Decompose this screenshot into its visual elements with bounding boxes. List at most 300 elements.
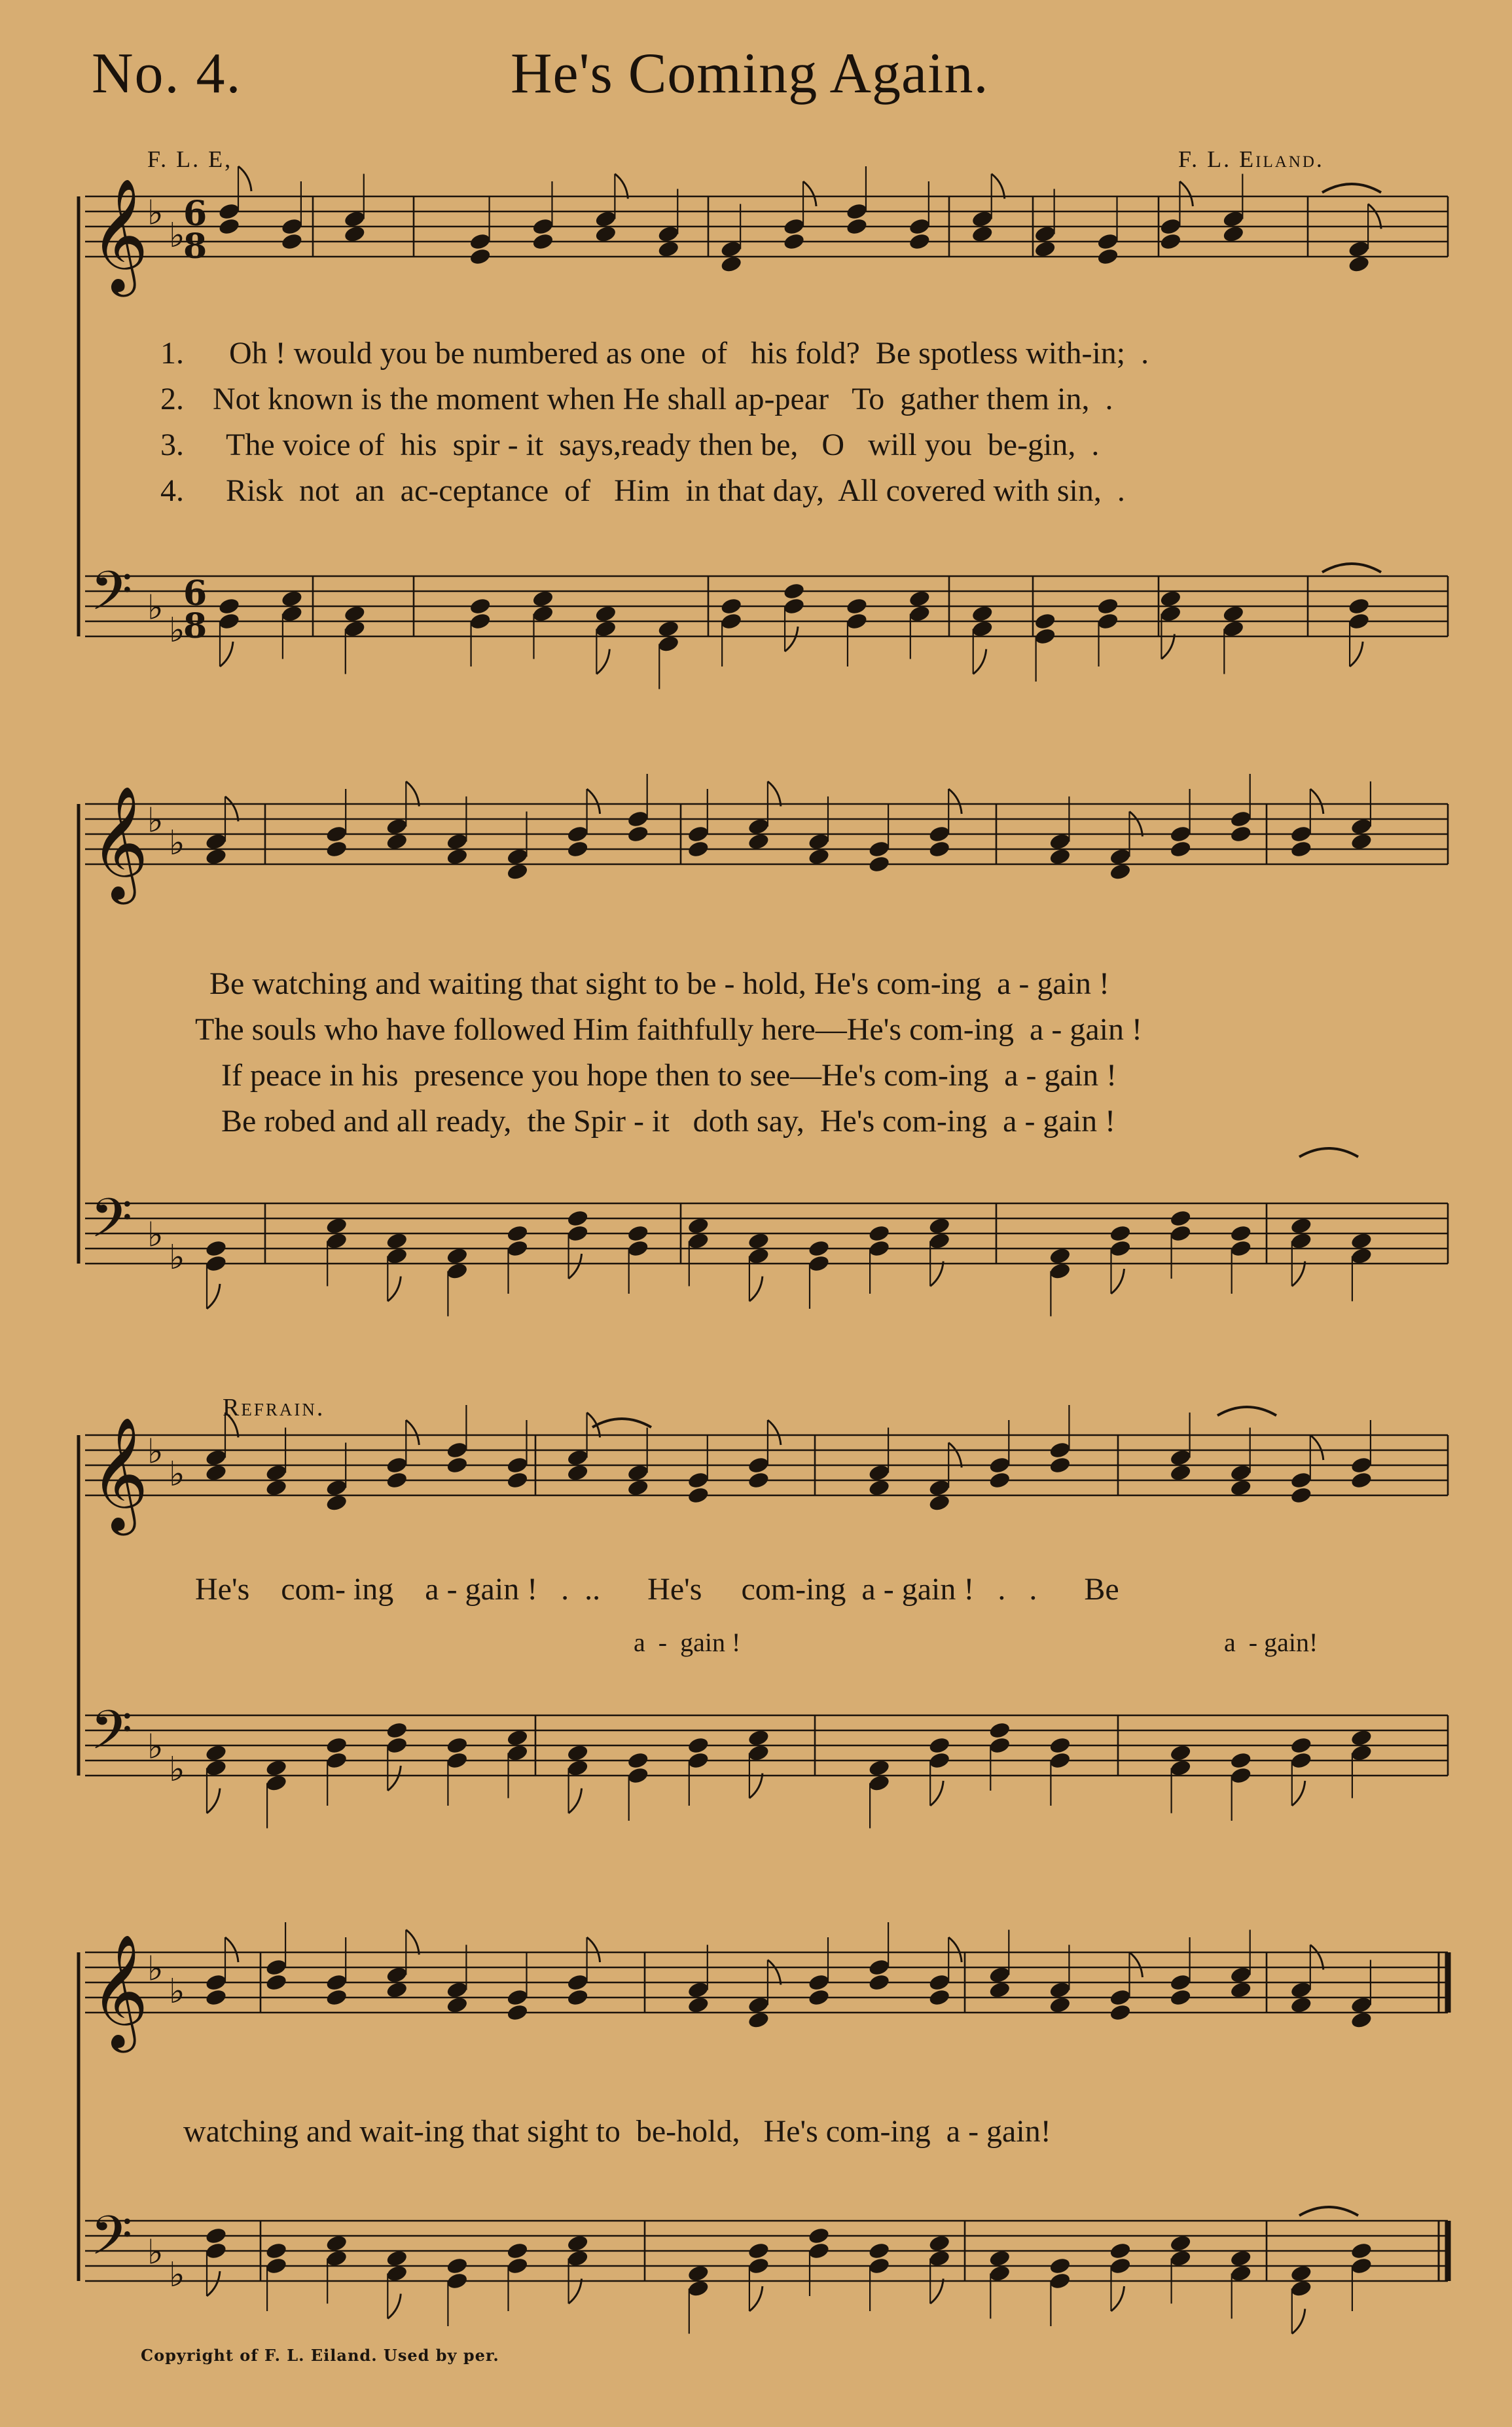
notehead <box>1350 817 1373 836</box>
verse-4-ending: Be robed and all ready, the Spir - it doth say, He's com-ing a - gain ! <box>221 1104 1116 1139</box>
notehead <box>1229 1751 1252 1770</box>
notehead <box>807 847 830 866</box>
notehead <box>265 1759 288 1778</box>
notehead <box>747 2241 770 2260</box>
notehead <box>566 1759 589 1778</box>
notehead <box>1049 1247 1071 1266</box>
note-flag <box>1310 789 1323 814</box>
flat-icon: ♭ <box>147 1949 164 1989</box>
notehead <box>386 1470 408 1489</box>
notehead <box>446 1247 469 1266</box>
notehead <box>868 2256 891 2275</box>
notehead <box>971 619 994 638</box>
notehead <box>325 1493 348 1512</box>
bass-clef-icon: 𝄢 <box>90 1186 133 1263</box>
notehead <box>928 2249 951 2268</box>
notehead <box>1034 225 1056 244</box>
notehead <box>928 839 951 858</box>
notehead <box>1096 596 1119 615</box>
notehead <box>1350 2011 1373 2030</box>
notehead <box>325 1736 348 1755</box>
notehead <box>1109 1239 1132 1258</box>
notehead <box>566 1209 589 1228</box>
notehead <box>1222 619 1245 638</box>
note-flag <box>387 1766 401 1791</box>
notehead <box>325 1988 348 2007</box>
notehead <box>566 1973 589 1992</box>
notehead <box>566 1743 589 1762</box>
notehead <box>1350 1232 1373 1250</box>
notehead <box>446 1455 469 1474</box>
note-flag <box>1310 1945 1323 1970</box>
note-flag <box>207 2271 220 2296</box>
notehead <box>807 2226 830 2245</box>
notehead <box>1049 2256 1071 2275</box>
notehead <box>807 1988 830 2007</box>
notehead <box>217 202 240 221</box>
notehead <box>783 596 806 615</box>
notehead <box>928 1736 951 1755</box>
notehead <box>1169 1209 1192 1228</box>
notehead <box>566 1988 589 2007</box>
notehead <box>1049 1455 1071 1474</box>
flat-icon: ♭ <box>169 1238 185 1277</box>
notehead <box>566 2249 589 2268</box>
notehead <box>687 1216 710 1235</box>
hymn-title: He's Coming Again. <box>511 42 989 105</box>
time-signature-bottom: 8 <box>183 227 207 266</box>
notehead <box>928 1988 951 2007</box>
notehead <box>1350 1455 1373 1474</box>
notehead <box>386 832 408 851</box>
notehead <box>280 232 303 251</box>
notehead <box>845 202 868 221</box>
note-flag <box>238 166 251 191</box>
note-flag <box>615 174 628 199</box>
notehead <box>1348 240 1371 259</box>
notehead <box>720 611 743 630</box>
notehead <box>566 2234 589 2253</box>
refrain-bass-echo-1: a - gain ! <box>634 1628 741 1657</box>
notehead <box>280 604 303 623</box>
notehead <box>343 619 366 638</box>
verse-4-text: Risk not an ac-ceptance of Him in that day, All covered with sin, . <box>226 473 1125 508</box>
notehead <box>908 589 931 608</box>
notehead <box>1169 1224 1192 1243</box>
notehead <box>594 225 617 244</box>
notehead <box>1229 2264 1252 2283</box>
notehead <box>280 217 303 236</box>
notehead <box>1169 1743 1192 1762</box>
notehead <box>594 210 617 228</box>
notehead <box>747 832 770 851</box>
note-flag <box>768 782 781 807</box>
verse-2-number: 2. <box>160 382 184 416</box>
notehead <box>1229 1224 1252 1243</box>
notehead <box>1222 604 1245 623</box>
notehead <box>1289 1470 1312 1489</box>
notehead <box>1049 1440 1071 1459</box>
note-flag <box>587 1937 600 1962</box>
notehead <box>1169 1988 1192 2007</box>
notehead <box>687 1486 710 1505</box>
notehead <box>1109 2003 1132 2022</box>
notehead <box>1229 1478 1252 1497</box>
note-flag <box>225 797 238 822</box>
notehead <box>720 255 743 274</box>
notehead <box>265 1774 288 1793</box>
notehead <box>446 1751 469 1770</box>
notehead <box>971 210 994 228</box>
notehead <box>1109 2256 1132 2275</box>
notehead <box>747 1743 770 1762</box>
notehead <box>845 596 868 615</box>
notehead <box>386 1965 408 1984</box>
notehead <box>1096 247 1119 266</box>
note-flag <box>803 181 816 206</box>
notehead <box>217 217 240 236</box>
refrain-bass-echo-2: a - gain! <box>1224 1628 1318 1657</box>
notehead <box>1049 847 1071 866</box>
notehead <box>928 1973 951 1992</box>
notehead <box>687 2264 710 2283</box>
notehead <box>1109 847 1132 866</box>
notehead <box>1289 1996 1312 2015</box>
notehead <box>747 2011 770 2030</box>
notehead <box>265 2256 288 2275</box>
notehead <box>687 1751 710 1770</box>
notehead <box>657 619 680 638</box>
notehead <box>446 1980 469 1999</box>
notehead <box>506 847 529 866</box>
notehead <box>720 240 743 259</box>
verse-2-ending: The souls who have followed Him faithfully here—He's com-ing a - gain ! <box>195 1012 1142 1047</box>
verse-1-number: 1. <box>160 336 184 371</box>
notehead <box>1096 232 1119 251</box>
notehead <box>1049 1751 1071 1770</box>
notehead <box>325 2234 348 2253</box>
notehead <box>928 824 951 843</box>
notehead <box>446 1996 469 2015</box>
notehead <box>1109 862 1132 881</box>
notehead <box>204 2241 227 2260</box>
copyright-notice: Copyright of F. L. Eiland. Used by per. <box>141 2346 499 2365</box>
notehead <box>747 1455 770 1474</box>
notehead <box>469 596 492 615</box>
notehead <box>506 2003 529 2022</box>
notehead <box>446 1262 469 1281</box>
notehead <box>1289 1980 1312 1999</box>
notehead <box>1348 255 1371 274</box>
notehead <box>325 1232 348 1250</box>
notehead <box>325 1478 348 1497</box>
flat-icon: ♭ <box>169 2255 185 2295</box>
notehead <box>386 817 408 836</box>
notehead <box>807 1973 830 1992</box>
bass-clef-icon: 𝄢 <box>90 1698 133 1775</box>
notehead <box>928 1216 951 1235</box>
notehead <box>747 1232 770 1250</box>
notehead <box>506 1743 529 1762</box>
note-flag <box>930 1262 943 1286</box>
notehead <box>386 2249 408 2268</box>
notehead <box>687 824 710 843</box>
notehead <box>845 611 868 630</box>
notehead <box>469 247 492 266</box>
notehead <box>1229 1965 1252 1984</box>
notehead <box>1222 225 1245 244</box>
notehead <box>1350 1247 1373 1266</box>
note-flag <box>1292 1781 1305 1806</box>
note-flag <box>1292 1262 1305 1286</box>
notehead <box>626 1766 649 1785</box>
notehead <box>868 854 891 873</box>
notehead <box>1169 2249 1192 2268</box>
notehead <box>506 1728 529 1747</box>
notehead <box>687 1996 710 2015</box>
note-flag <box>930 1781 943 1806</box>
notehead <box>988 1470 1011 1489</box>
note-flag <box>1350 642 1363 666</box>
notehead <box>325 839 348 858</box>
notehead <box>626 824 649 843</box>
note-flag <box>1310 1435 1323 1460</box>
flat-icon: ♭ <box>147 588 164 628</box>
notehead <box>1169 839 1192 858</box>
notehead <box>783 581 806 600</box>
notehead <box>506 1455 529 1474</box>
notehead <box>908 232 931 251</box>
notehead <box>807 832 830 851</box>
notehead <box>506 1224 529 1243</box>
notehead <box>720 596 743 615</box>
notehead <box>325 1751 348 1770</box>
flat-icon: ♭ <box>147 1432 164 1472</box>
notehead <box>807 1254 830 1273</box>
tie-arc <box>1322 184 1381 192</box>
notehead <box>204 1988 227 2007</box>
notehead <box>657 634 680 653</box>
note-flag <box>225 1937 238 1962</box>
notehead <box>928 1478 951 1497</box>
note-flag <box>948 1937 962 1962</box>
note-flag <box>596 649 609 674</box>
notehead <box>566 839 589 858</box>
verse-3-ending: If peace in his presence you hope then to see—He's com-ing a - gain ! <box>221 1058 1117 1093</box>
notehead <box>204 1743 227 1762</box>
notehead <box>343 225 366 244</box>
note-flag <box>1161 634 1174 659</box>
notehead <box>1350 1470 1373 1489</box>
notehead <box>594 619 617 638</box>
notehead <box>446 2256 469 2275</box>
notehead <box>204 1759 227 1778</box>
hymn-number: No. 4. <box>92 42 242 105</box>
notehead <box>1169 1448 1192 1467</box>
notehead <box>506 862 529 881</box>
notehead <box>265 1478 288 1497</box>
flat-icon: ♭ <box>147 1727 164 1767</box>
notehead <box>1109 1224 1132 1243</box>
notehead <box>1049 1996 1071 2015</box>
notehead <box>204 832 227 851</box>
notehead <box>204 1448 227 1467</box>
notehead <box>469 611 492 630</box>
notehead <box>1289 1736 1312 1755</box>
note-flag <box>406 782 419 807</box>
verse-1-text: Oh ! would you be numbered as one of his fold? Be spotless with-in; . <box>229 336 1149 371</box>
notehead <box>506 2241 529 2260</box>
notehead <box>566 1224 589 1243</box>
tie-arc <box>1299 1148 1358 1157</box>
notehead <box>1229 2249 1252 2268</box>
notehead <box>566 824 589 843</box>
note-flag <box>220 642 233 666</box>
notehead <box>1049 1980 1071 1999</box>
notehead <box>1109 2241 1132 2260</box>
note-flag <box>207 1284 220 1309</box>
notehead <box>1229 1239 1252 1258</box>
flat-icon: ♭ <box>147 193 164 233</box>
notehead <box>1169 824 1192 843</box>
notehead <box>626 809 649 828</box>
flat-icon: ♭ <box>169 824 185 863</box>
note-flag <box>1179 181 1193 206</box>
notehead <box>531 604 554 623</box>
notehead <box>747 1247 770 1266</box>
note-flag <box>749 1277 763 1302</box>
notehead <box>265 2241 288 2260</box>
notehead <box>988 1965 1011 1984</box>
notehead <box>204 1973 227 1992</box>
note-flag <box>1368 204 1381 229</box>
notehead <box>1049 2271 1071 2290</box>
notehead <box>687 839 710 858</box>
notehead <box>386 1736 408 1755</box>
notehead <box>1289 2279 1312 2298</box>
notehead <box>1350 832 1373 851</box>
notehead <box>928 1493 951 1512</box>
notehead <box>868 1239 891 1258</box>
treble-clef-icon: 𝄞 <box>90 786 149 900</box>
notehead <box>1034 240 1056 259</box>
notehead <box>566 1463 589 1482</box>
notehead <box>506 1470 529 1489</box>
tie-arc <box>1299 2207 1358 2216</box>
note-flag <box>785 627 798 651</box>
note-flag <box>569 2279 582 2304</box>
notehead <box>1049 1736 1071 1755</box>
notehead <box>446 1736 469 1755</box>
notehead <box>1289 1486 1312 1505</box>
notehead <box>626 1224 649 1243</box>
notehead <box>325 2249 348 2268</box>
refrain-lyric-line-1: He's com- ing a - gain ! . .. He's com-ing a - gain ! . . Be <box>195 1572 1119 1607</box>
note-flag <box>973 649 986 674</box>
notehead <box>325 1216 348 1235</box>
notehead <box>594 604 617 623</box>
note-flag <box>948 789 962 814</box>
notehead <box>1229 1766 1252 1785</box>
composer-credit: F. L. Eiland. <box>1178 146 1324 172</box>
notehead <box>531 232 554 251</box>
notehead <box>1350 1996 1373 2015</box>
note-flag <box>930 2279 943 2304</box>
notehead <box>1348 596 1371 615</box>
notehead <box>1350 1728 1373 1747</box>
notehead <box>868 839 891 858</box>
flat-icon: ♭ <box>147 1215 164 1255</box>
note-flag <box>207 1789 220 1814</box>
notehead <box>1348 611 1371 630</box>
notehead <box>446 2271 469 2290</box>
flat-icon: ♭ <box>169 1455 185 1494</box>
notehead <box>657 240 680 259</box>
notehead <box>1049 832 1071 851</box>
note-flag <box>1292 2309 1305 2334</box>
notehead <box>1289 1216 1312 1235</box>
flat-icon: ♭ <box>169 611 185 650</box>
notehead <box>971 604 994 623</box>
flat-icon: ♭ <box>169 1972 185 2011</box>
notehead <box>747 1470 770 1489</box>
notehead <box>506 1239 529 1258</box>
notehead <box>469 232 492 251</box>
notehead <box>1159 604 1182 623</box>
verse-1-ending: Be watching and waiting that sight to be - hold, He's com-ing a - gain ! <box>209 966 1110 1001</box>
notehead <box>531 217 554 236</box>
notehead <box>1350 1743 1373 1762</box>
notehead <box>868 2241 891 2260</box>
lyricist-credit: F. L. E, <box>147 146 233 172</box>
notehead <box>626 1478 649 1497</box>
notehead <box>217 596 240 615</box>
verse-3-number: 3. <box>160 428 184 462</box>
tie-arc <box>592 1419 651 1427</box>
notehead <box>747 1996 770 2015</box>
tie-arc <box>1217 1407 1276 1415</box>
notehead <box>386 2264 408 2283</box>
notehead <box>1289 1751 1312 1770</box>
notehead <box>1169 2234 1192 2253</box>
notehead <box>626 1751 649 1770</box>
notehead <box>1109 1988 1132 2007</box>
bass-clef-icon: 𝄢 <box>90 2204 133 2280</box>
notehead <box>626 1463 649 1482</box>
notehead <box>928 2234 951 2253</box>
flat-icon: ♭ <box>169 216 185 255</box>
notehead <box>217 611 240 630</box>
note-flag <box>948 1443 962 1468</box>
notehead <box>1229 1980 1252 1999</box>
notehead <box>265 1463 288 1482</box>
notehead <box>1159 589 1182 608</box>
refrain-label: Refrain. <box>223 1394 325 1421</box>
notehead <box>928 1232 951 1250</box>
time-signature-bottom: 8 <box>183 606 207 646</box>
notehead <box>280 589 303 608</box>
notehead <box>386 1232 408 1250</box>
notehead <box>204 1254 227 1273</box>
notehead <box>971 225 994 244</box>
flat-icon: ♭ <box>169 1750 185 1789</box>
notehead <box>988 1980 1011 1999</box>
notehead <box>687 2279 710 2298</box>
notehead <box>988 1455 1011 1474</box>
notehead <box>506 1988 529 2007</box>
flat-icon: ♭ <box>147 2233 164 2272</box>
notehead <box>868 1478 891 1497</box>
